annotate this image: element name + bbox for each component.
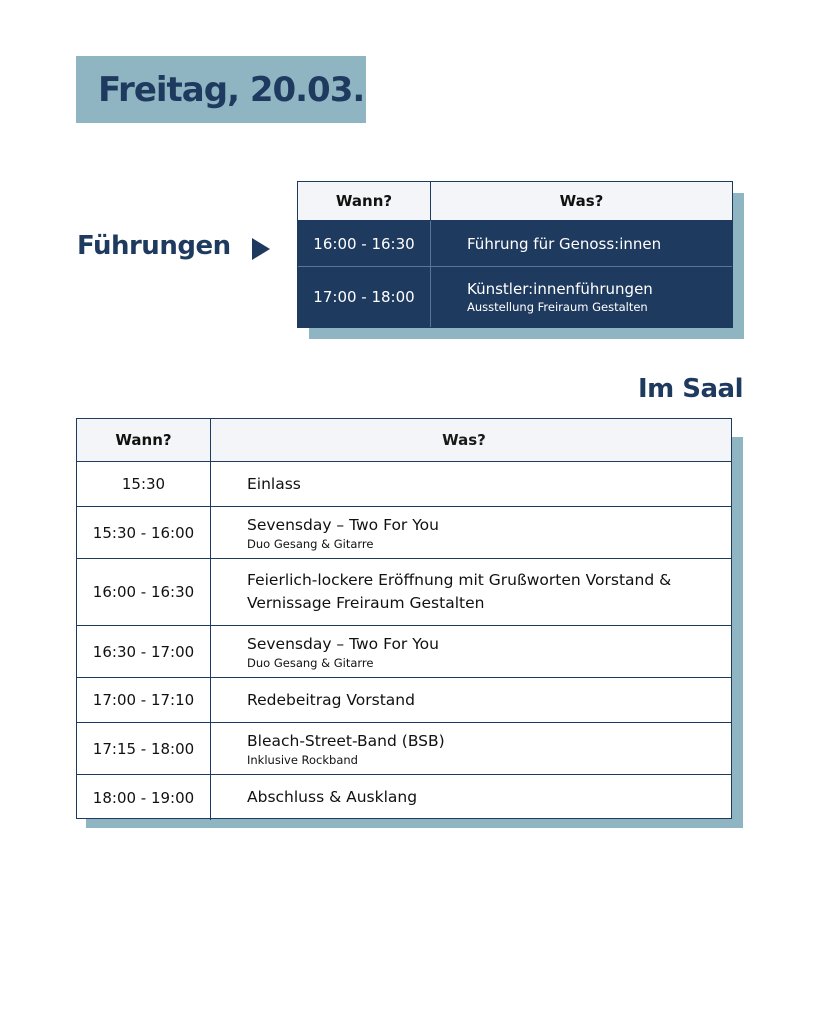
table-header <box>298 182 732 221</box>
table-row <box>77 678 731 723</box>
row-title: Führung für Genoss:innen <box>467 234 662 253</box>
row-time: 18:00 - 19:00 <box>77 775 211 820</box>
row-time: 17:00 - 17:10 <box>77 678 211 722</box>
row-subtitle: Inklusive Rockband <box>247 753 358 767</box>
fuehrungen-heading: Führungen <box>77 231 231 261</box>
row-time: 16:00 - 16:30 <box>298 221 431 266</box>
table-header <box>77 419 731 462</box>
date-banner <box>76 56 366 123</box>
saal-heading: Im Saal <box>637 374 743 404</box>
row-subtitle: Duo Gesang & Gitarre <box>247 656 374 670</box>
fuehrungen-table <box>297 181 733 328</box>
table-row <box>298 267 732 327</box>
table-row <box>298 221 732 267</box>
header-was: Was? <box>559 192 604 210</box>
table-row <box>77 507 731 559</box>
arrow-right-icon <box>252 238 270 260</box>
table-row <box>77 462 731 507</box>
table-row <box>77 775 731 820</box>
date-title: Freitag, 20.03. <box>98 69 365 110</box>
header-wann: Wann? <box>298 182 431 220</box>
row-title: Feierlich-lockere Eröffnung mit Grußworten Vorstand & Vernissage Freiraum Gestalten <box>247 571 672 612</box>
row-time: 16:30 - 17:00 <box>77 626 211 677</box>
row-title: Einlass <box>247 474 301 493</box>
row-title: Sevensday – Two For You <box>247 516 439 534</box>
row-title: Sevensday – Two For You <box>247 635 439 653</box>
table-row <box>77 559 731 626</box>
row-subtitle: Ausstellung Freiraum Gestalten <box>467 300 648 314</box>
table-row <box>77 626 731 678</box>
header-wann: Wann? <box>77 419 211 461</box>
row-time: 17:00 - 18:00 <box>298 267 431 327</box>
row-time: 15:30 <box>77 462 211 506</box>
row-title: Künstler:innenführungen <box>467 280 653 298</box>
row-time: 17:15 - 18:00 <box>77 723 211 774</box>
row-title: Bleach-Street-Band (BSB) <box>247 732 445 750</box>
header-was: Was? <box>442 431 486 449</box>
row-title: Abschluss & Ausklang <box>247 788 418 806</box>
row-time: 16:00 - 16:30 <box>77 559 211 625</box>
row-time: 15:30 - 16:00 <box>77 507 211 558</box>
row-subtitle: Duo Gesang & Gitarre <box>247 537 374 551</box>
row-title: Redebeitrag Vorstand <box>247 690 415 709</box>
saal-table <box>76 418 732 819</box>
table-row <box>77 723 731 775</box>
